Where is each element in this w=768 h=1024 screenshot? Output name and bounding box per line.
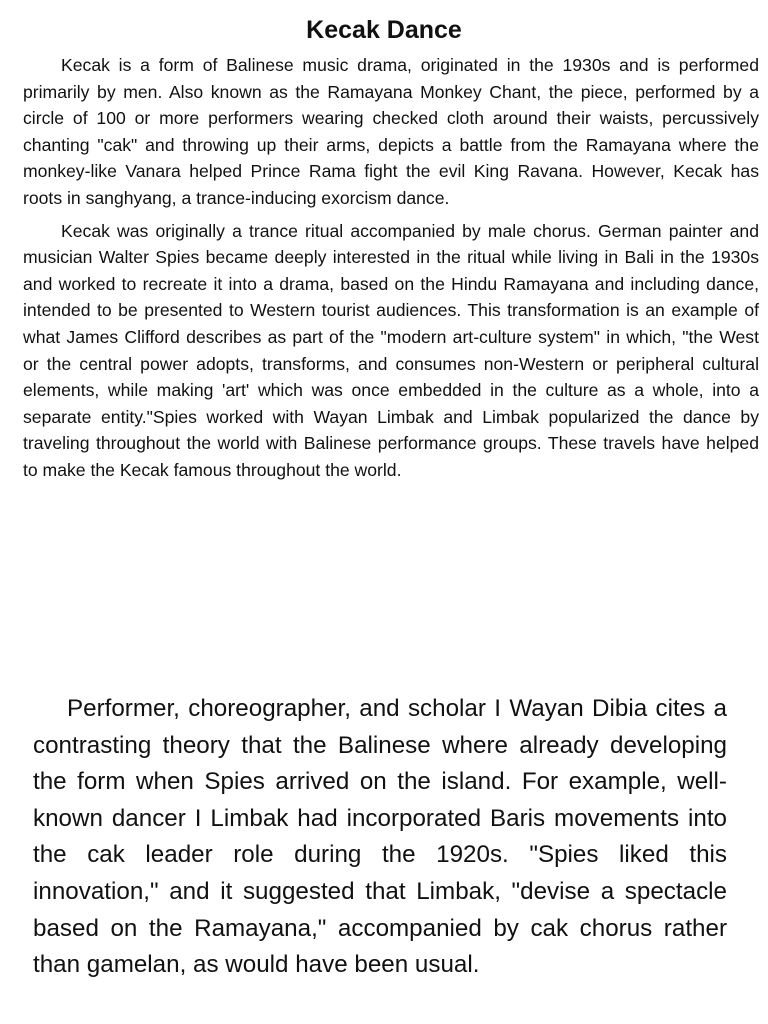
paragraph-2: Kecak was originally a trance ritual accompanied by male chorus. German painter and musician Walter Spies became deeply interested in the ritual while living in Bali in the 1930s and worked to recreate it into a drama, based on the Hindu Ramayana and including dance, intended to be presented to Western tourist audiences. This transformation is an example of what James Clifford describes as part of the "modern art-culture system" in which, "the West or the central power adopts, transforms, and consumes non-Western or peripheral cultural elements, while making 'art' which was once embedded in the culture as a whole, into a separate entity."Spies worked with Wayan Limbak and Limbak popularized the dance by traveling throughout the world with Balinese performance groups. These travels have helped to make the Kecak famous throughout the world. bbox=[23, 220, 759, 480]
paragraph-1: Kecak is a form of Balinese music drama, originated in the 1930s and is performed primarily by men. Also known as the Ramayana Monkey Chant, the piece, performed by a circle of 100 or more performers wearing checked cloth around their waists, percussively chanting "cak" and throwing up their arms, depicts a battle from the Ramayana where the monkey-like Vanara helped Prince Rama fight the evil King Ravana. However, Kecak has roots in sanghyang, a trance-inducing exorcism dance. bbox=[23, 55, 759, 208]
paragraph-3: Performer, choreographer, and scholar I Wayan Dibia cites a contrasting theory that the Balinese where already developing the form when Spies arrived on the island. For example, well-known dancer I Limbak had incorporated Baris movements into the cak leader role during the 1920s. "Spies liked this innovation," and it suggested that Limbak, "devise a spectacle based on the Ramayana," accompanied by cak chorus rather than gamelan, as would have been usual. bbox=[33, 695, 727, 979]
document-title: Kecak Dance bbox=[306, 16, 462, 44]
lower-text-block bbox=[33, 691, 727, 984]
upper-text-block bbox=[23, 52, 759, 490]
